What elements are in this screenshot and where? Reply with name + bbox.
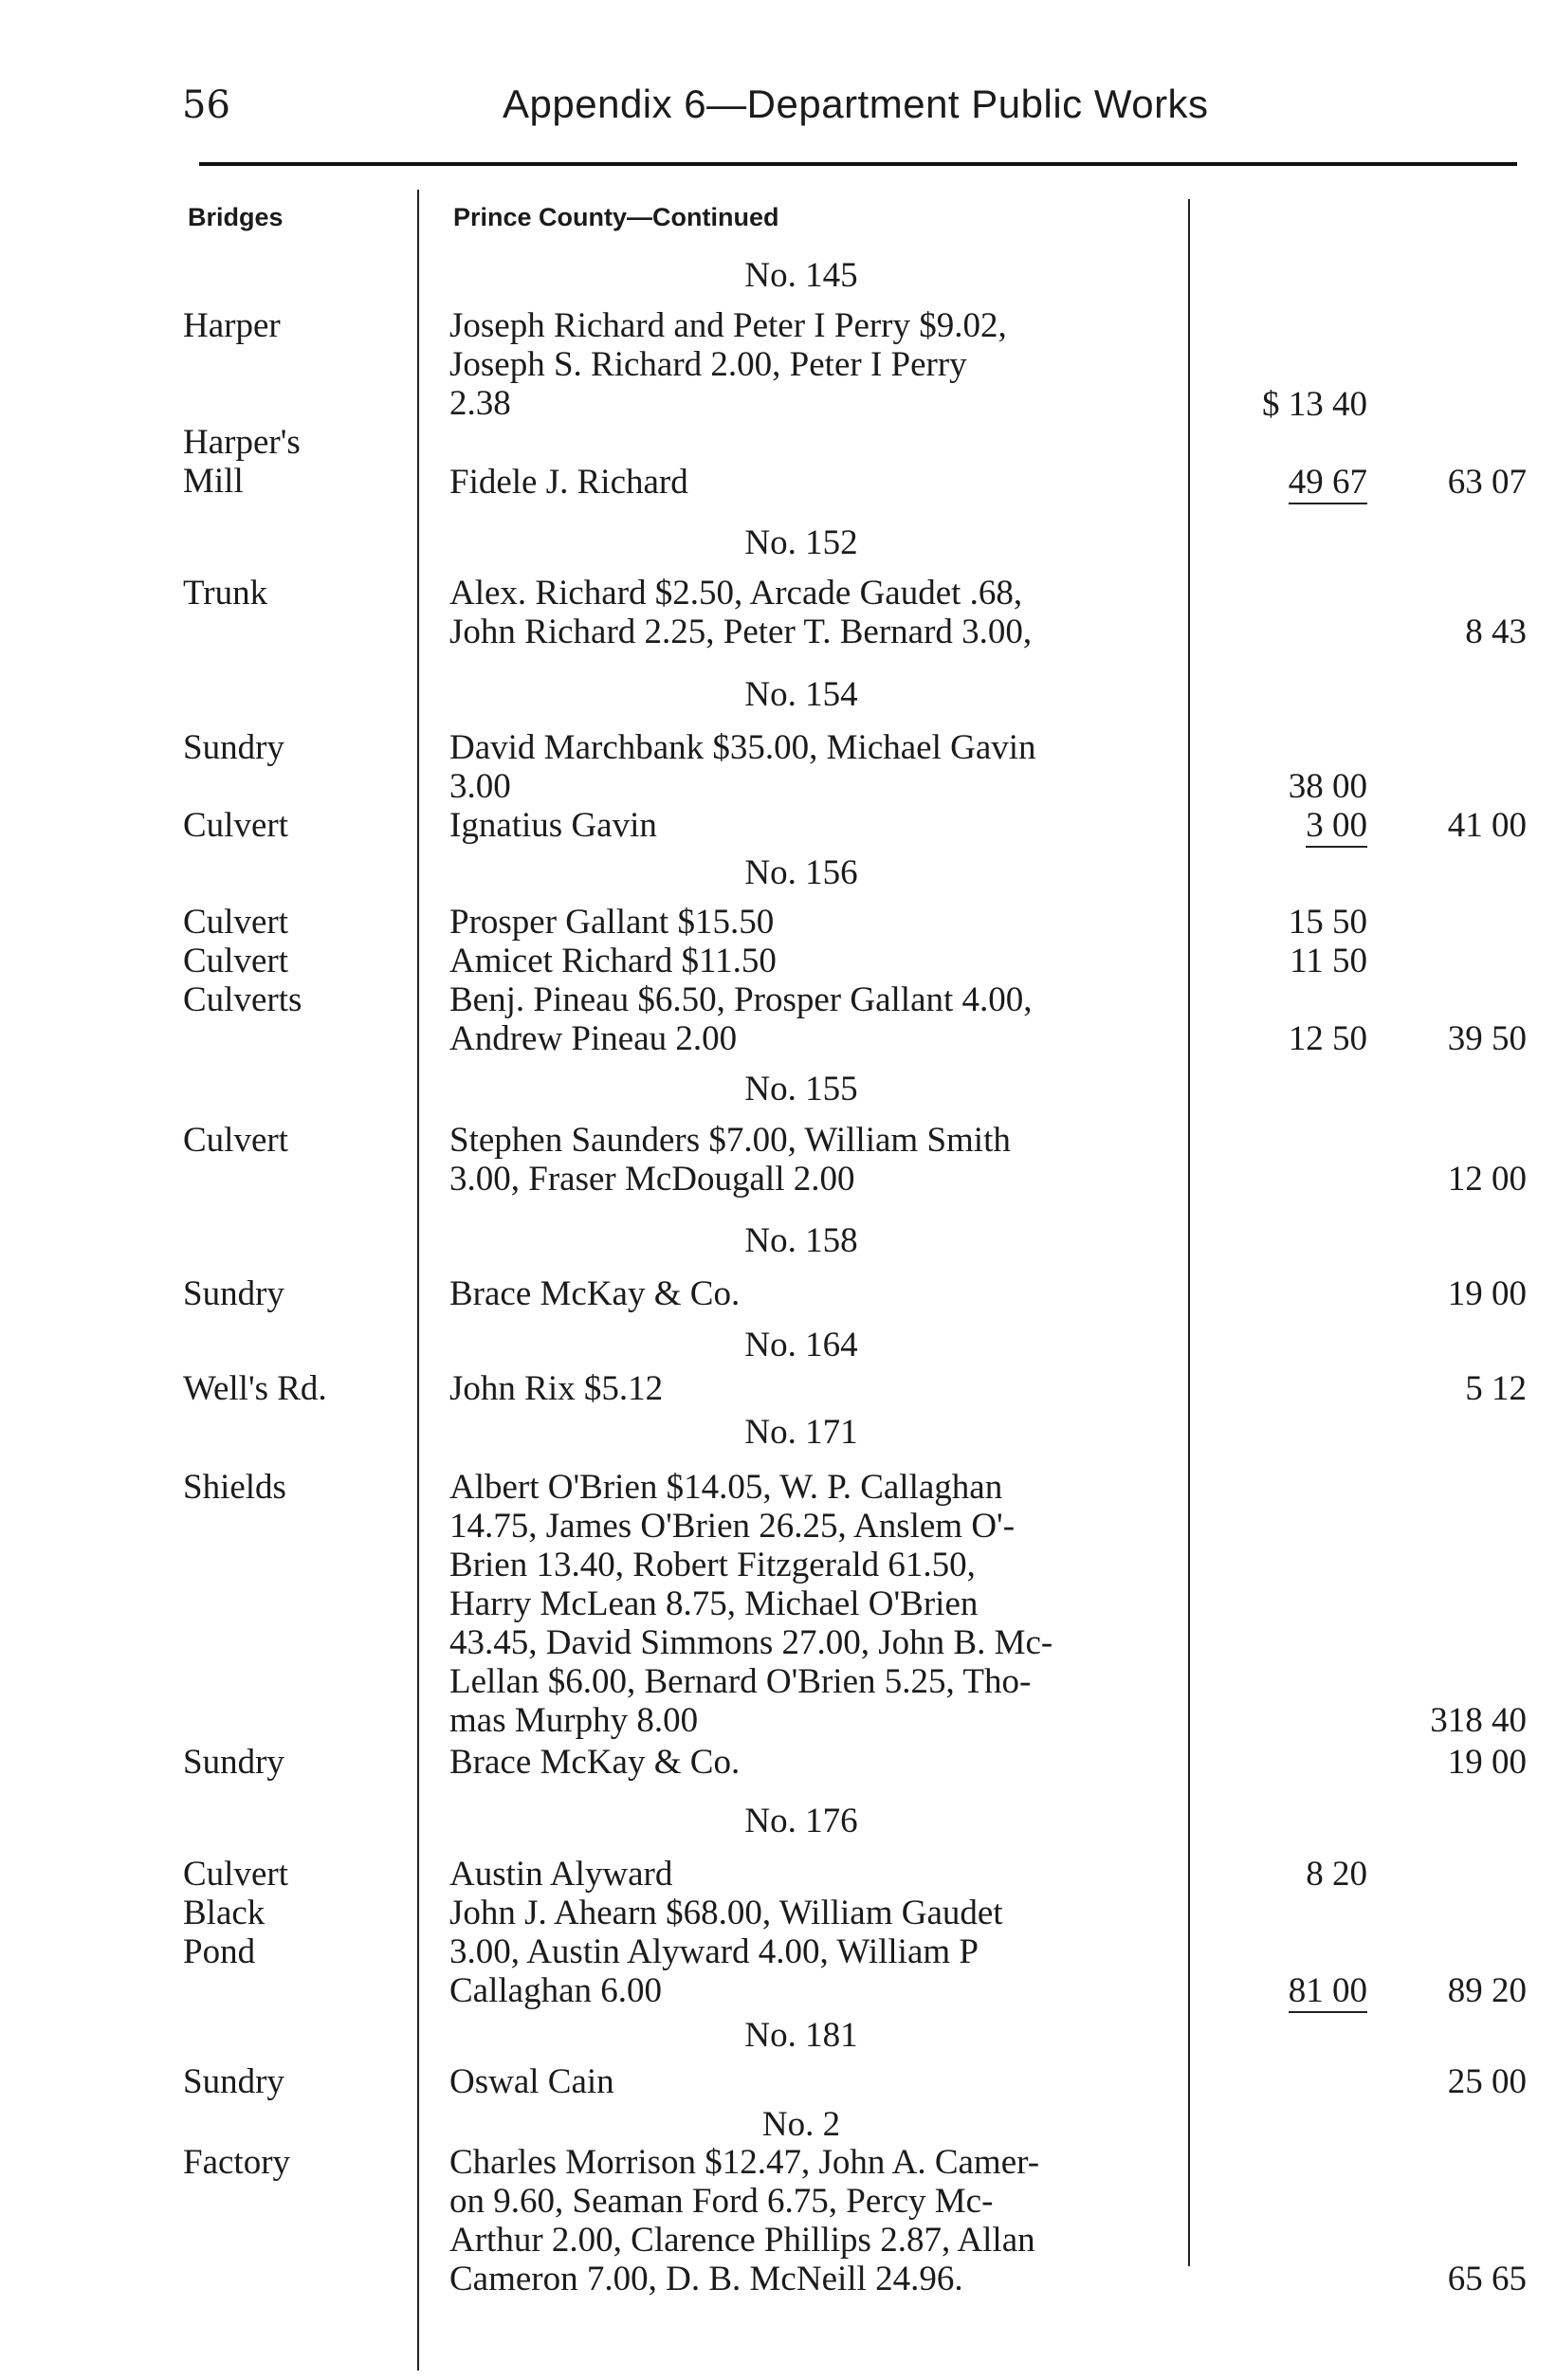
bridge-name: Sundry bbox=[183, 1274, 284, 1313]
bridge-name: Sundry bbox=[183, 2062, 284, 2101]
entry-number: No. 176 bbox=[744, 1802, 858, 1840]
bridge-name: Culvert bbox=[183, 903, 288, 942]
payment-description: David Marchbank $35.00, Michael Gavin 3.00 bbox=[449, 728, 1036, 806]
bridges-column-heading: Bridges bbox=[188, 203, 284, 231]
item-amount: $ 13 40 bbox=[1262, 385, 1367, 424]
item-amount: 11 50 bbox=[1290, 942, 1367, 980]
item-amount: 81 00 bbox=[1289, 1971, 1367, 2013]
section-total: 41 00 bbox=[1447, 806, 1527, 845]
item-amount: 12 50 bbox=[1288, 1019, 1367, 1058]
payment-description: Joseph Richard and Peter I Perry $9.02, Joseph S. Richard 2.00, Peter I Perry 2.38 bbox=[449, 306, 1007, 423]
bridge-name: Well's Rd. bbox=[183, 1369, 327, 1408]
payment-description: Austin Alyward bbox=[449, 1855, 673, 1894]
payment-description: Amicet Richard $11.50 bbox=[449, 942, 777, 980]
bridge-name: Harper's Mill bbox=[183, 423, 301, 501]
entry-number: No. 154 bbox=[744, 675, 858, 714]
payment-description: Oswal Cain bbox=[449, 2062, 614, 2101]
section-total: 8 43 bbox=[1465, 613, 1527, 651]
bridge-name: Culverts bbox=[183, 980, 302, 1019]
section-total: 19 00 bbox=[1447, 1274, 1527, 1313]
section-total: 25 00 bbox=[1447, 2062, 1527, 2101]
entry-number: No. 152 bbox=[744, 523, 858, 562]
section-total: 89 20 bbox=[1447, 1971, 1527, 2010]
item-amount-cell bbox=[1197, 1971, 1367, 2010]
bridge-name: Harper bbox=[183, 306, 281, 345]
page-number: 56 bbox=[182, 83, 230, 127]
bridge-name: Sundry bbox=[183, 728, 284, 767]
entry-number: No. 158 bbox=[744, 1221, 858, 1260]
payment-description: Alex. Richard $2.50, Arcade Gaudet .68, John Richard 2.25, Peter T. Bernard 3.00, bbox=[449, 574, 1033, 651]
payment-description: Ignatius Gavin bbox=[449, 806, 657, 845]
item-amount: 3 00 bbox=[1306, 806, 1367, 848]
bridge-name: Shields bbox=[183, 1468, 286, 1507]
item-amount: 49 67 bbox=[1289, 463, 1367, 504]
entry-number: No. 145 bbox=[744, 256, 858, 295]
section-total: 19 00 bbox=[1447, 1743, 1527, 1782]
payment-description: Brace McKay & Co. bbox=[449, 1743, 741, 1782]
column-divider-right bbox=[1188, 199, 1190, 2266]
item-amount: 15 50 bbox=[1288, 903, 1367, 942]
payment-description: Albert O'Brien $14.05, W. P. Callaghan 14.75, James O'Brien 26.25, Anslem O'- Brien 13.40, Robert Fitzgerald 61.50, Harry McLean 8.75, Michael O'Brien 43.45, David Simmons 27.00, John B. Mc- Lellan $6.00, Bernard O'Brien 5.25, Tho- mas Murphy 8.00 bbox=[449, 1468, 1053, 1740]
entry-number: No. 171 bbox=[744, 1413, 858, 1452]
bridge-name: Culvert bbox=[183, 1855, 288, 1894]
entry-number: No. 181 bbox=[744, 2016, 858, 2055]
entry-number: No. 156 bbox=[744, 853, 858, 892]
payment-description: Benj. Pineau $6.50, Prosper Gallant 4.00, Andrew Pineau 2.00 bbox=[449, 980, 1033, 1058]
payment-description: Prosper Gallant $15.50 bbox=[449, 903, 775, 942]
entry-number: No. 164 bbox=[744, 1326, 858, 1364]
item-amount-cell bbox=[1197, 806, 1367, 845]
section-total: 39 50 bbox=[1447, 1019, 1527, 1058]
section-total: 12 00 bbox=[1447, 1160, 1527, 1199]
bridge-name: Culvert bbox=[183, 1121, 288, 1160]
bridge-name: Culvert bbox=[183, 942, 288, 980]
item-amount: 8 20 bbox=[1306, 1855, 1367, 1894]
bridge-name: Sundry bbox=[183, 1743, 284, 1782]
entry-number: No. 155 bbox=[744, 1070, 858, 1108]
payment-description: Fidele J. Richard bbox=[449, 463, 688, 502]
section-total: 318 40 bbox=[1430, 1701, 1527, 1740]
payment-description: John J. Ahearn $68.00, William Gaudet 3.00, Austin Alyward 4.00, William P Callaghan 6.00 bbox=[449, 1894, 1003, 2010]
section-total: 63 07 bbox=[1447, 463, 1527, 502]
payment-description: Brace McKay & Co. bbox=[449, 1274, 741, 1313]
bridge-name: Trunk bbox=[183, 574, 268, 613]
item-amount-cell bbox=[1197, 463, 1367, 502]
payment-description: Charles Morrison $12.47, John A. Camer- on 9.60, Seaman Ford 6.75, Percy Mc- Arthur 2.00, Clarence Phillips 2.87, Allan Cameron 7.00, D. B. McNeill 24.96. bbox=[449, 2143, 1040, 2298]
page-header bbox=[0, 0, 1556, 171]
payment-description: John Rix $5.12 bbox=[449, 1369, 664, 1408]
running-title: Appendix 6—Department Public Works bbox=[503, 82, 1209, 126]
section-total: 65 65 bbox=[1447, 2260, 1527, 2298]
item-amount: 38 00 bbox=[1288, 767, 1367, 806]
bridge-name: Culvert bbox=[183, 806, 288, 845]
header-rule bbox=[199, 162, 1517, 166]
section-total: 5 12 bbox=[1465, 1369, 1527, 1408]
payment-description: Stephen Saunders $7.00, William Smith 3.00, Fraser McDougall 2.00 bbox=[449, 1121, 1011, 1199]
county-column-heading: Prince County—Continued bbox=[453, 203, 779, 231]
entry-number: No. 2 bbox=[761, 2105, 841, 2144]
bridge-name: Factory bbox=[183, 2143, 291, 2182]
bridge-name: Black Pond bbox=[183, 1894, 265, 1971]
